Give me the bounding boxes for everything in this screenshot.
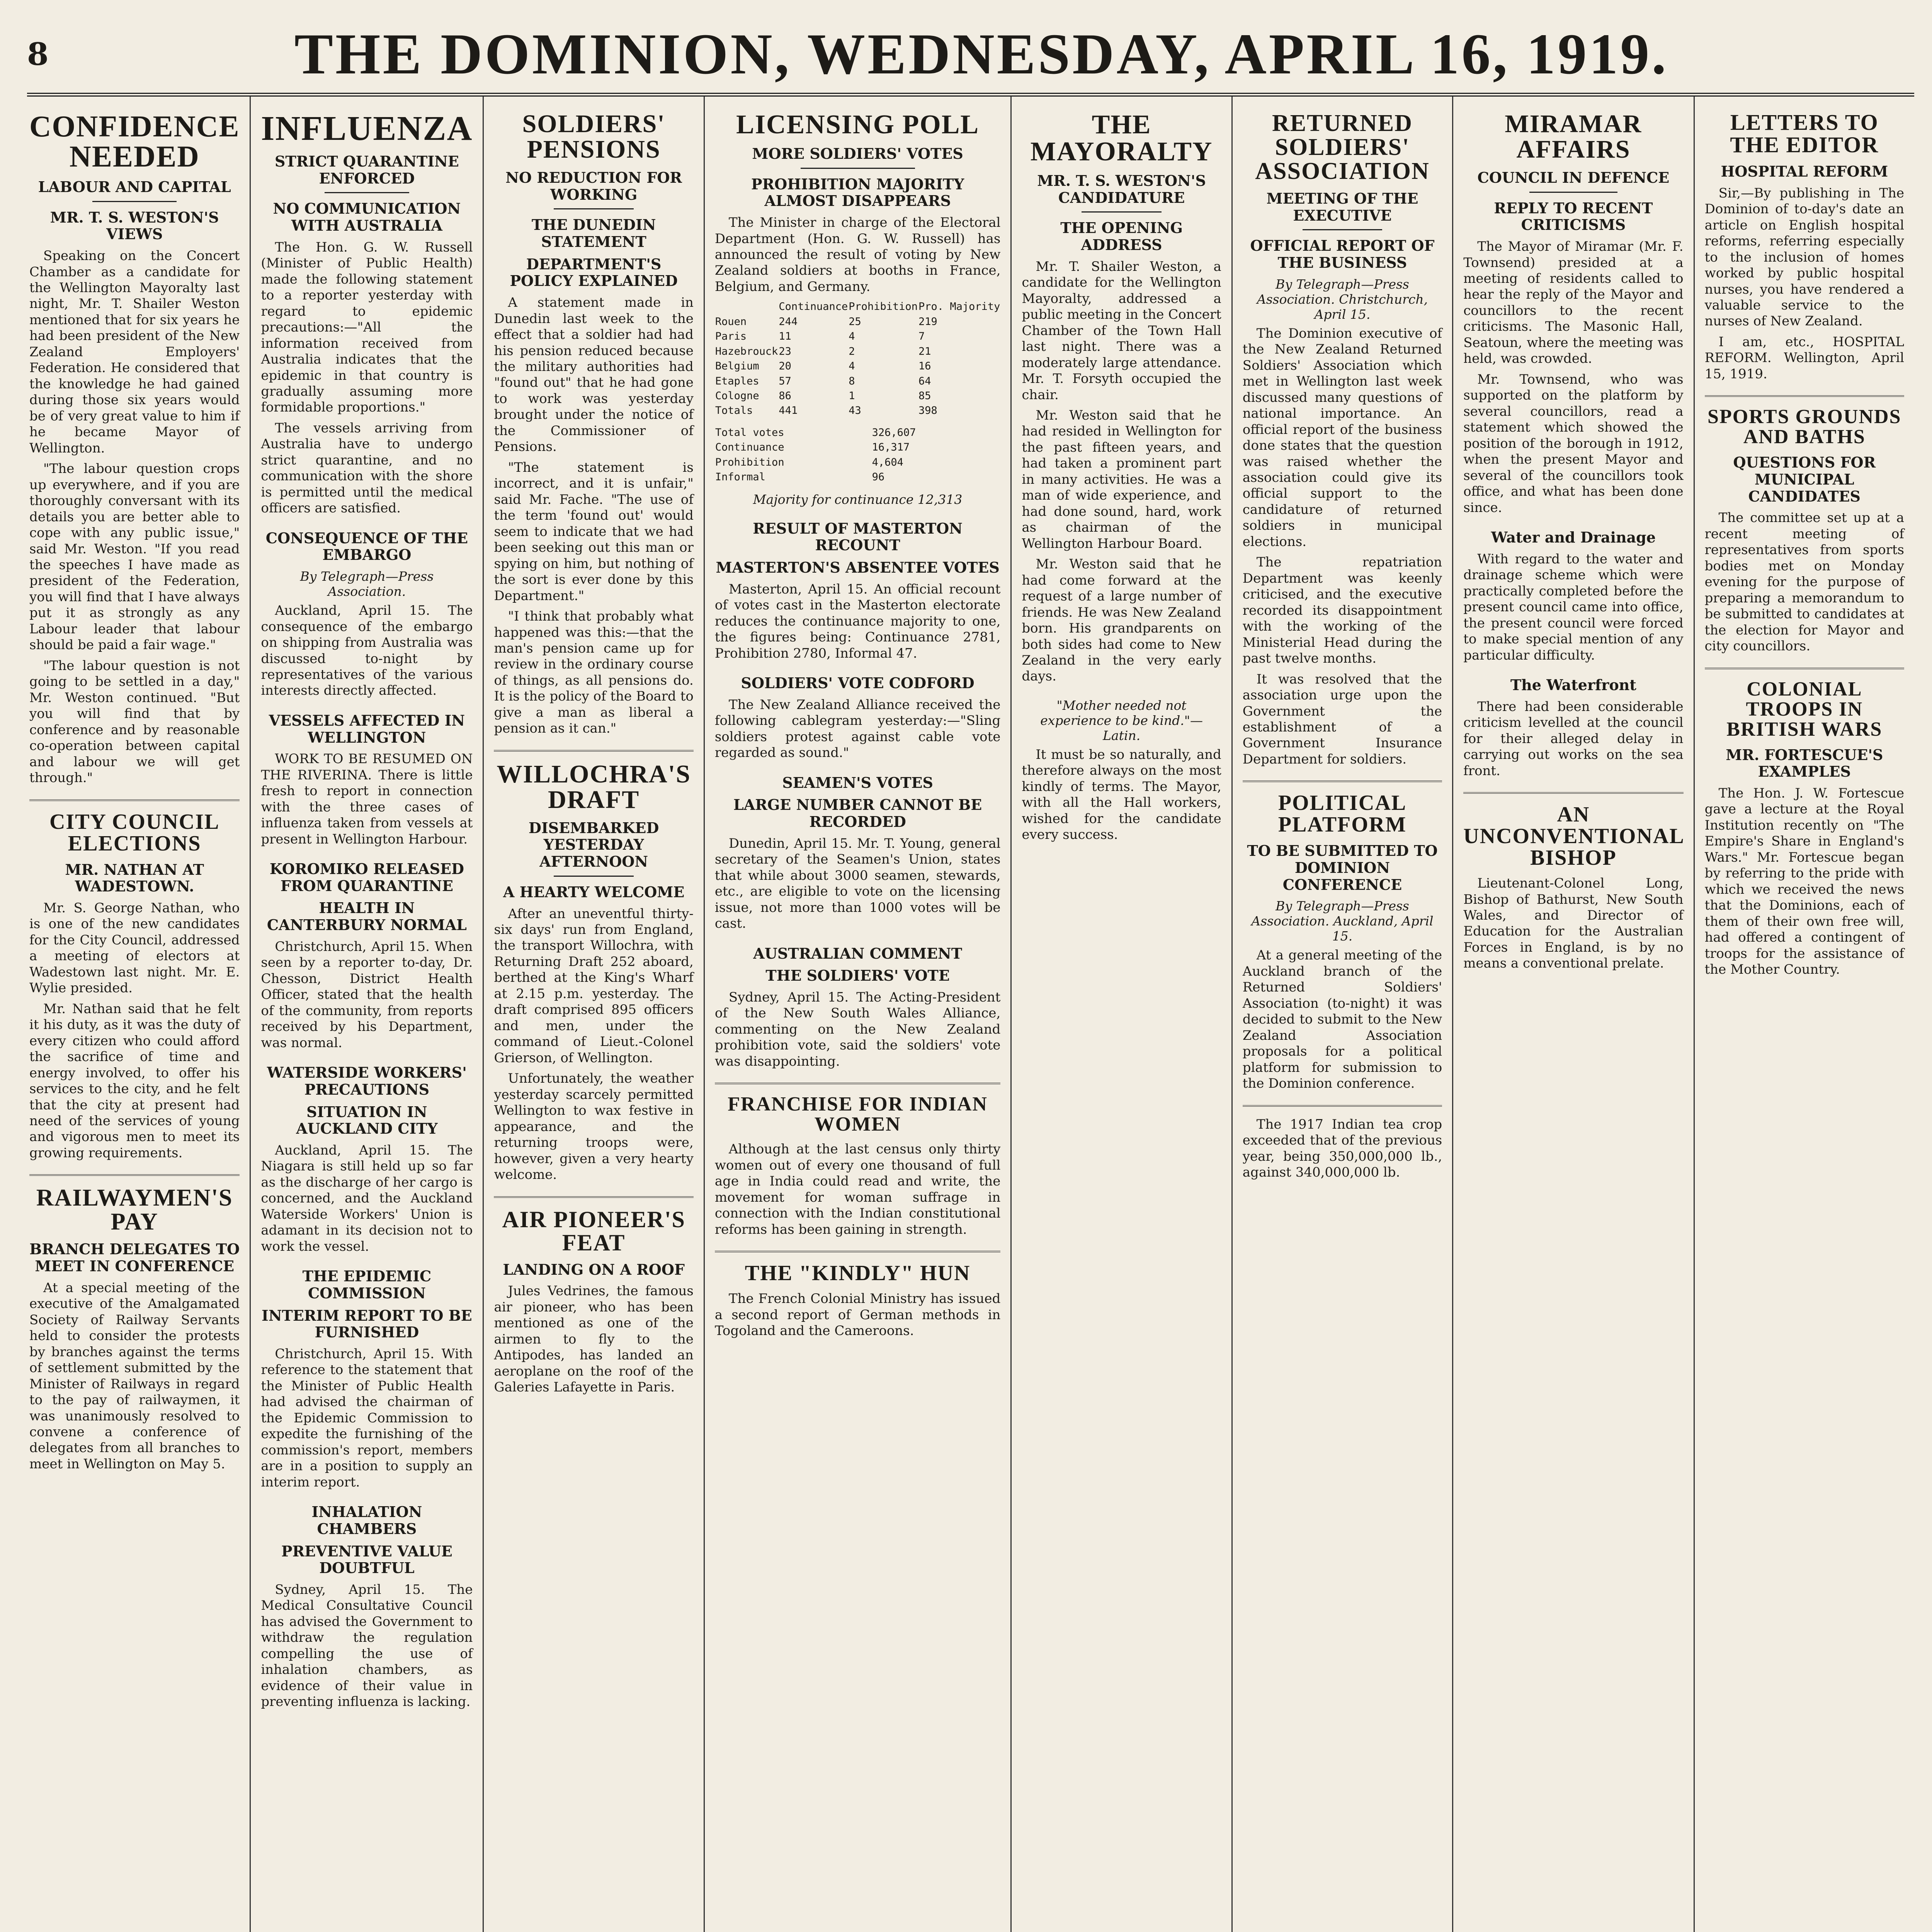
subheading: NO REDUCTION FOR WORKING <box>505 169 682 203</box>
table-row <box>715 425 972 440</box>
subheading: THE EPIDEMIC COMMISSION <box>302 1267 432 1302</box>
section-divider <box>715 1083 1001 1084</box>
column-3 <box>483 97 703 1932</box>
table-cell: Prohibition <box>715 456 784 468</box>
page-number: 8 <box>27 36 49 72</box>
table-row <box>715 440 972 455</box>
table-cell: Hazebrouck <box>715 345 778 357</box>
article-sports-grounds <box>1705 407 1904 654</box>
subheading: MORE SOLDIERS' VOTES <box>752 145 963 162</box>
subheading: MEETING OF THE EXECUTIVE <box>1266 190 1418 224</box>
table-header: Prohibition <box>849 301 918 313</box>
subheading: MR. T. S. WESTON'S VIEWS <box>50 208 219 243</box>
subheading: TO BE SUBMITTED TO DOMINION CONFERENCE <box>1247 842 1438 893</box>
headline: AIR PIONEER'S FEAT <box>502 1206 685 1255</box>
subheading: DISEMBARKED YESTERDAY AFTERNOON <box>528 819 659 871</box>
paragraph: The New Zealand Alliance received the following cablegram yesterday:—"Sling soldiers protest against cable vote regarded as sound." <box>714 697 1001 761</box>
section-divider <box>494 750 693 752</box>
table-cell: 16 <box>918 360 931 372</box>
subheading: LARGE NUMBER CANNOT BE RECORDED <box>733 796 982 830</box>
subheading: HOSPITAL REFORM <box>1721 163 1888 180</box>
headline: SPORTS GROUNDS AND BATHS <box>1708 406 1901 448</box>
paragraph: Auckland, April 15. The consequence of the embargo on shipping from Australia was discussed to-night by representatives of the various interests directly affected. <box>261 603 473 699</box>
table-cell: 7 <box>918 330 925 343</box>
headline: RAILWAYMEN'S PAY <box>36 1185 233 1235</box>
paragraph: At a special meeting of the executive of the Amalgamated Society of Railway Servants held to consider the protests by branches against the terms of settlement submitted by the Minister of Railways in regard to the pay of railwaymen, it was unanimously resolved to convene a conference of delegates from all branches to meet in Wellington on May 5. <box>29 1280 240 1472</box>
paragraph: The Hon. J. W. Fortescue gave a lecture at the Royal Institution recently on "The Empire's Share in England's Wars." Mr. Fortescue began by referring to the pride with which we received the news that the Dominions, each of them of their own free will, had offered a contingent of troops for the assistance of the Mother Country. <box>1704 785 1904 978</box>
article-australian-comment <box>715 945 1001 1070</box>
table-cell: 244 <box>779 315 798 328</box>
paragraph: With regard to the water and drainage scheme which were practically completed before the present council came into office, the present council were forced to make special mention of any particular difficulty. <box>1463 551 1684 663</box>
table-row <box>715 359 1001 374</box>
paragraph: "I think that probably what happened was this:—that the man's pension came up for review in the ordinary course of things, as all pensions do. It is the policy of the Board to give a man as liberal a pension as it can." <box>494 609 694 736</box>
section-divider <box>715 1251 1001 1252</box>
table-row <box>715 470 972 485</box>
table-cell: 441 <box>779 405 798 417</box>
headline: AN UNCONVENTIONAL BISHOP <box>1463 803 1685 870</box>
table-row <box>715 455 972 470</box>
paragraph: Auckland, April 15. The Niagara is still held up so far as the discharge of her cargo is concerned, and the Auckland Waterside Workers' Union is adamant in its decision not to work the vessel. <box>261 1142 473 1254</box>
subheading: QUESTIONS FOR MUNICIPAL CANDIDATES <box>1733 454 1876 505</box>
masthead <box>27 15 1914 97</box>
article-letters <box>1705 111 1904 382</box>
table-cell: 16,317 <box>872 441 910 454</box>
paragraph: "The labour question crops up everywhere, and if you are thoroughly conversant with its details you are better able to cope with any public issue," said Mr. Weston. "If you read the speeches I have made as president of the Federation, you will find that I have always put it as strongly as any Labour leader that labour should be paid a fair wage." <box>29 461 240 653</box>
paragraph: The Minister in charge of the Electoral Department (Hon. G. W. Russell) has announced the result of voting by New Zealand soldiers at booths in France, Belgium, and Germany. <box>714 215 1001 294</box>
paragraph: Mr. T. Shailer Weston, a candidate for the Wellington Mayoralty, addressed a public meeting in the Concert Chamber of the Town Hall last night. There was a moderately large attendance. Mr. T. Forsyth occupied the chair. <box>1022 259 1221 403</box>
subheading: MR. FORTESCUE'S EXAMPLES <box>1726 746 1883 781</box>
section-divider <box>1243 781 1442 782</box>
section-divider <box>1705 395 1904 397</box>
subheading: THE SOLDIERS' VOTE <box>765 967 950 985</box>
article-waterside <box>261 1064 473 1255</box>
article-miramar <box>1463 111 1683 516</box>
divider <box>1082 211 1162 213</box>
subheading: REPLY TO RECENT CRITICISMS <box>1494 199 1653 234</box>
paragraph: Mr. Weston said that he had come forward at the request of a large number of friends. He was New Zealand born. His grandparents on both sides had come to New Zealand in the very early days. <box>1022 556 1221 684</box>
headline: FRANCHISE FOR INDIAN WOMEN <box>728 1093 988 1136</box>
headline: THE MAYORALTY <box>1030 110 1213 167</box>
paragraph: The French Colonial Ministry has issued a second report of German methods in Togoland and the Cameroons. <box>714 1291 1001 1338</box>
section-divider <box>1705 668 1904 669</box>
paragraph: The committee set up at a recent meeting of representatives from sports bodies met on Monday evening for the purpose of preparing a memorandum to be submitted to candidates at the election for Mayor and city councillors. <box>1704 510 1904 654</box>
article-colonial-troops <box>1705 679 1904 978</box>
paragraph: "The labour question is not going to be settled in a day," Mr. Weston continued. "But you will find that by conference and by reasonable co-operation between capital and labour we will get through." <box>29 658 240 786</box>
table-cell: 85 <box>918 390 931 402</box>
divider <box>801 168 915 169</box>
tea-crop-note <box>1243 1117 1442 1181</box>
table-cell: 57 <box>779 375 791 387</box>
article-koromiko <box>261 861 473 1051</box>
paragraph: "The statement is incorrect, and it is unfair," said Mr. Fache. "The use of the term 'found out' would seem to indicate that we had been seeking out this man or spying on him, but nothing of the sort is ever done by this Department." <box>494 459 694 604</box>
article-licensing-poll <box>715 111 1001 507</box>
table-cell: 43 <box>849 405 861 417</box>
paragraph: After an uneventful thirty-six days' run from England, the transport Willochra, with Returning Draft 252 aboard, berthed at the King's Wharf at 2.15 p.m. yesterday. The draft comprised 895 officers and men, under the command of Lieut.-Colonel Grierson, of Wellington. <box>494 906 694 1066</box>
article-epidemic-commission <box>261 1268 473 1490</box>
column-1 <box>27 97 250 1932</box>
article-rsa <box>1243 111 1442 767</box>
article-kindly-hun <box>715 1262 1001 1339</box>
headline: POLITICAL PLATFORM <box>1278 791 1407 837</box>
article-seamens-votes <box>715 774 1001 932</box>
article-water-drainage <box>1463 529 1683 663</box>
table-cell: Paris <box>715 330 747 343</box>
table-cell: Informal <box>715 471 765 483</box>
table-cell: Totals <box>715 405 753 417</box>
paragraph: There had been considerable criticism levelled at the council for their alleged delay in carrying out works on the sea front. <box>1463 699 1684 779</box>
subheading: Water and Drainage <box>1491 529 1656 546</box>
divider <box>554 208 634 209</box>
table-cell: 8 <box>849 375 855 387</box>
table-cell: Total votes <box>715 426 784 439</box>
table-header: Continuance <box>779 301 848 313</box>
table-cell: 11 <box>779 330 791 343</box>
article-mayoralty <box>1022 111 1221 685</box>
subheading: THE DUNEDIN STATEMENT <box>531 216 656 251</box>
table-cell: 96 <box>872 471 885 483</box>
subheading: SOLDIERS' VOTE CODFORD <box>741 674 975 692</box>
table-cell: 64 <box>918 375 931 387</box>
article-willochra <box>494 762 693 1183</box>
column-8 <box>1694 97 1914 1932</box>
table-cell: Etaples <box>715 375 759 387</box>
table-cell: Cologne <box>715 390 759 402</box>
article-air-pioneer <box>494 1208 693 1396</box>
subheading: STRICT QUARANTINE ENFORCED <box>274 153 459 187</box>
column-5 <box>1010 97 1231 1932</box>
table-cell: Belgium <box>715 360 759 372</box>
column-4 <box>704 97 1011 1932</box>
byline: By Telegraph—Press Association. Auckland, April 15. <box>1251 898 1434 944</box>
subheading: INTERIM REPORT TO BE FURNISHED <box>262 1306 472 1341</box>
table-cell: 21 <box>918 345 931 357</box>
section-divider <box>29 1174 240 1176</box>
paragraph: Mr. Nathan said that he felt it his duty, as it was the duty of every citizen who could afford the sacrifice of time and energy involved, to offer his services to the city, and he felt that the city at present had need of the services of young and vigorous men to meet its growing requirements. <box>29 1001 240 1161</box>
headline: CITY COUNCIL ELECTIONS <box>49 810 220 855</box>
subheading: WATERSIDE WORKERS' PRECAUTIONS <box>267 1064 467 1098</box>
table-cell: 1 <box>849 390 855 402</box>
table-header-row <box>715 299 1001 314</box>
subheading: LANDING ON A ROOF <box>503 1260 685 1278</box>
table-cell: 25 <box>849 315 861 328</box>
divider <box>1303 229 1383 230</box>
table-cell: 86 <box>779 390 791 402</box>
subheading: CONSEQUENCE OF THE EMBARGO <box>265 529 468 564</box>
subheading: MASTERTON'S ABSENTEE VOTES <box>716 559 1000 577</box>
table-cell: 23 <box>779 345 791 357</box>
paragraph: Speaking on the Concert Chamber as a candidate for the Wellington Mayoralty last night, Mr. T. Shailer Weston mentioned that for six years he had been president of the New Zealand Employers' Federation. He considered that the knowledge he had gained during those six years would be of very great value to him if he became Mayor of Wellington. <box>29 248 240 456</box>
subheading: PREVENTIVE VALUE DOUBTFUL <box>281 1542 452 1577</box>
table-row <box>715 344 1001 359</box>
subheading: THE OPENING ADDRESS <box>1060 219 1183 254</box>
subheading: SITUATION IN AUCKLAND CITY <box>296 1103 438 1138</box>
table-cell: 398 <box>918 405 937 417</box>
headline: LICENSING POLL <box>736 110 980 139</box>
table-cell: 326,607 <box>872 426 916 439</box>
paragraph: A statement made in Dunedin last week to the effect that a soldier had had his pension reduced because the military authorities had "found out" that he had gone to work was yesterday brought under the notice of the Commissioner of Pensions. <box>494 295 694 455</box>
paragraph: Jules Vedrines, the famous air pioneer, who has been mentioned as one of the airmen to fly to the Antipodes, has landed an aeroplane on the roof of the Galeries Lafayette in Paris. <box>494 1283 694 1395</box>
byline: By Telegraph—Press Association. <box>300 569 434 599</box>
headline: THE "KINDLY" HUN <box>745 1261 971 1286</box>
article-masterton <box>715 520 1001 662</box>
pull-quote: "Mother needed not experience to be kind."—Latin. <box>1040 697 1203 743</box>
subheading: HEALTH IN CANTERBURY NORMAL <box>267 899 467 934</box>
subheading: NO COMMUNICATION WITH AUSTRALIA <box>273 200 461 235</box>
table-header: Pro. Majority <box>918 301 1000 313</box>
article-mayoralty-close <box>1022 698 1221 843</box>
headline: LETTERS TO THE EDITOR <box>1730 110 1879 157</box>
table-cell: 20 <box>779 360 791 372</box>
headline: RETURNED SOLDIERS' ASSOCIATION <box>1255 110 1430 184</box>
newspaper-title: THE DOMINION, WEDNESDAY, APRIL 16, 1919. <box>294 22 1668 86</box>
soldiers-votes-table <box>715 299 1001 418</box>
paragraph: Lieutenant-Colonel Long, Bishop of Bathurst, New South Wales, and Director of Education for the Australian Forces in England, is by no means a conventional prelate. <box>1463 876 1684 971</box>
paragraph: Christchurch, April 15. With reference to the statement that the Minister of Public Health had advised the chairman of the Epidemic Commission to expedite the furnishing of the commission's report, members are in a position to supply an interim report. <box>261 1346 473 1490</box>
paragraph: The Hon. G. W. Russell (Minister of Public Health) made the following statement to a reporter yesterday with regard to epidemic precautions:—"All the information received from Australia indicates that the epidemic in that country is gradually assuming more formidable proportions." <box>261 239 473 415</box>
paragraph: Sydney, April 15. The Medical Consultative Council has advised the Government to withdraw the regulation compelling the use of inhalation chambers, as evidence of their value in preventing influenza is lacking. <box>261 1582 473 1710</box>
paragraph: The repatriation Department was keenly criticised, and the executive recorded its disappointment with the working of the Ministerial Head during the past twelve months. <box>1242 554 1442 667</box>
subheading: OFFICIAL REPORT OF THE BUSINESS <box>1250 237 1435 272</box>
paragraph: Unfortunately, the weather yesterday scarcely permitted Wellington to wax festive in appearance, and the returning troops were, however, given a very hearty welcome. <box>494 1071 694 1183</box>
table-cell: 2 <box>849 345 855 357</box>
divider <box>1529 192 1617 193</box>
subheading: AUSTRALIAN COMMENT <box>753 944 963 962</box>
subheading: VESSELS AFFECTED IN WELLINGTON <box>269 711 465 746</box>
table-cell: 4 <box>849 360 855 372</box>
paragraph: I am, etc., HOSPITAL REFORM. Wellington, April 15, 1919. <box>1704 334 1904 382</box>
subheading: BRANCH DELEGATES TO MEET IN CONFERENCE <box>29 1240 240 1275</box>
paragraph: The Mayor of Miramar (Mr. F. Townsend) presided at a meeting of residents called to hear the reply of the Mayor and councillors to the recent criticisms. The Masonic Hall, Seatoun, where the meeting was held, was crowded. <box>1463 239 1684 367</box>
paragraph: The 1917 Indian tea crop exceeded that of the previous year, being 350,000,000 lb., against 340,000,000 lb. <box>1242 1116 1442 1180</box>
subheading: MR. NATHAN AT WADESTOWN. <box>65 861 204 895</box>
article-vessels <box>261 712 473 847</box>
subheading: A HEARTY WELCOME <box>503 883 685 901</box>
paragraph: Masterton, April 15. An official recount of votes cast in the Masterton electorate reduces the continuance majority to one, the figures being: Continuance 2781, Prohibition 2780, Informal 47. <box>714 581 1001 661</box>
paragraph: Christchurch, April 15. When seen by a reporter to-day, Dr. Chesson, District Health Officer, stated that the health of the community, from reports received by his Department, was normal. <box>261 939 473 1051</box>
paragraph: It was resolved that the association urge upon the Government the establishment of a Government Insurance Department for soldiers. <box>1242 671 1442 767</box>
headline: WILLOCHRA'S DRAFT <box>497 760 691 814</box>
headline: COLONIAL TROOPS IN BRITISH WARS <box>1726 678 1883 740</box>
article-political-platform <box>1243 792 1442 1092</box>
article-confidence-needed <box>29 111 240 786</box>
totals-table <box>715 425 972 485</box>
paragraph: Mr. S. George Nathan, who is one of the new candidates for the City Council, addressed a meeting of electors at Wadestown last night. Mr. E. Wylie presided. <box>29 900 240 996</box>
table-cell: 4 <box>849 330 855 343</box>
headline: CONFIDENCE NEEDED <box>29 109 240 173</box>
table-row <box>715 329 1001 344</box>
column-2 <box>250 97 483 1932</box>
subheading: LABOUR AND CAPITAL <box>38 178 231 196</box>
section-divider <box>29 799 240 801</box>
table-row <box>715 403 1001 418</box>
article-soldiers-pensions <box>494 111 693 737</box>
paragraph: Mr. Townsend, who was supported on the platform by several councillors, read a statement which showed the position of the borough in 1912, when the present Mayor and several of the councillors took office, and what has been done since. <box>1463 371 1684 515</box>
section-divider <box>1463 792 1683 794</box>
subheading: SEAMEN'S VOTES <box>782 774 933 791</box>
subheading: KOROMIKO RELEASED FROM QUARANTINE <box>269 860 464 895</box>
column-6 <box>1231 97 1452 1932</box>
column-7 <box>1452 97 1693 1932</box>
paragraph: Although at the last census only thirty women out of every one thousand of full age in India could read and write, the movement for woman suffrage in connection with the Indian constitutional reforms has been gaining in strength. <box>714 1141 1001 1237</box>
table-cell: 4,604 <box>872 456 903 468</box>
paragraph: The Dominion executive of the New Zealand Returned Soldiers' Association which met in Wellington last week discussed many questions of national importance. An official report of the business done states that the question was raised whether the association could give its official support to the candidature of returned soldiers in municipal elections. <box>1242 325 1442 549</box>
divider <box>554 876 634 877</box>
subheading: COUNCIL IN DEFENCE <box>1477 169 1670 186</box>
article-railwaymens-pay <box>29 1186 240 1472</box>
article-embargo <box>261 530 473 699</box>
paragraph: WORK TO BE RESUMED ON THE RIVERINA. There is little fresh to report in connection with the three cases of influenza taken from vessels at present in Wellington Harbour. <box>261 751 473 847</box>
article-inhalation <box>261 1503 473 1710</box>
subheading: The Waterfront <box>1510 676 1636 694</box>
subheading: PROHIBITION MAJORITY ALMOST DISAPPEARS <box>751 175 964 210</box>
paragraph: Sydney, April 15. The Acting-President of the New South Wales Alliance, commenting on the New Zealand prohibition vote, said the soldiers' vote was disappointing. <box>714 989 1001 1069</box>
paragraph: Sir,—By publishing in The Dominion of to-day's date an article on English hospital reforms, referring especially to the inclusion of homes worked by public hospital nurses, you have rendered a valuable service to the nurses of New Zealand. <box>1704 185 1904 329</box>
article-indian-women <box>715 1094 1001 1238</box>
headline: MIRAMAR AFFAIRS <box>1505 110 1642 163</box>
table-cell: Continuance <box>715 441 784 454</box>
table-row <box>715 389 1001 403</box>
section-divider <box>494 1196 693 1198</box>
subheading: RESULT OF MASTERTON RECOUNT <box>753 519 963 554</box>
divider <box>325 192 409 193</box>
table-cell: 219 <box>918 315 937 328</box>
byline: By Telegraph—Press Association. Christchurch, April 15. <box>1257 276 1428 322</box>
subheading: DEPARTMENT'S POLICY EXPLAINED <box>510 255 678 290</box>
article-city-council <box>29 811 240 1162</box>
paragraph: Dunedin, April 15. Mr. T. Young, general secretary of the Seamen's Union, states that while about 3000 seamen, stewards, etc., are eligible to vote on the licensing issue, not more than 1000 votes will be cast. <box>714 835 1001 932</box>
headline: INFLUENZA <box>261 109 473 148</box>
subheading: INHALATION CHAMBERS <box>311 1503 422 1537</box>
article-waterfront <box>1463 677 1683 779</box>
section-divider <box>1243 1105 1442 1107</box>
article-influenza <box>261 111 473 517</box>
divider <box>92 201 177 202</box>
subheading: MR. T. S. WESTON'S CANDIDATURE <box>1037 172 1206 206</box>
paragraph: At a general meeting of the Auckland branch of the Returned Soldiers' Association (to-night) it was decided to submit to the New Zealand Association proposals for a political platform for submission to the Dominion conference. <box>1242 947 1442 1092</box>
paragraph: The vessels arriving from Australia have to undergo strict quarantine, and no communication with the shore is permitted until the medical officers are satisfied. <box>261 420 473 516</box>
table-cell: Rouen <box>715 315 747 328</box>
article-codford <box>715 675 1001 761</box>
paragraph: Mr. Weston said that he had resided in Wellington for the past fifteen years, and had taken a prominent part in many activities. He was a man of wide experience, and had done sound, hard, work as chairman of the Wellington Harbour Board. <box>1022 407 1221 551</box>
headline: SOLDIERS' PENSIONS <box>522 110 665 163</box>
article-bishop <box>1463 804 1683 972</box>
majority-note: Majority for continuance 12,313 <box>753 492 963 507</box>
table-header <box>715 299 779 314</box>
paragraph: It must be so naturally, and therefore always on the most kindly of terms. The Mayor, with all the Hall workers, wished for the candidate every success. <box>1022 747 1221 843</box>
table-row <box>715 315 1001 329</box>
table-row <box>715 374 1001 389</box>
columns <box>27 97 1914 1932</box>
